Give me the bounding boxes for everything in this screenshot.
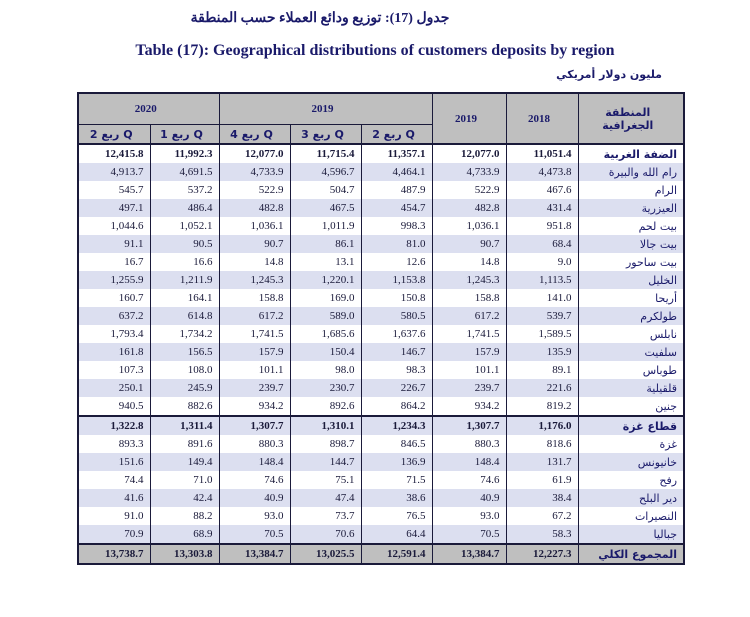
value-cell: 1,245.3 — [219, 271, 290, 289]
value-cell: 90.7 — [432, 235, 506, 253]
title-arabic: جدول (17): توزيع ودائع العملاء حسب المنطقة — [190, 11, 450, 26]
table-row — [78, 489, 684, 507]
value-cell: 614.8 — [150, 307, 219, 325]
region-cell: طولكرم — [578, 307, 684, 325]
value-cell: 98.3 — [361, 361, 432, 379]
value-cell: 161.8 — [78, 343, 150, 361]
value-cell: 4,733.9 — [432, 163, 506, 181]
value-cell: 40.9 — [432, 489, 506, 507]
value-cell: 250.1 — [78, 379, 150, 397]
value-cell: 70.6 — [290, 525, 361, 544]
value-cell: 148.4 — [219, 453, 290, 471]
header-2018: 2018 — [506, 93, 578, 144]
value-cell: 637.2 — [78, 307, 150, 325]
value-cell: 818.6 — [506, 435, 578, 453]
value-cell: 131.7 — [506, 453, 578, 471]
value-cell: 1,153.8 — [361, 271, 432, 289]
value-cell: 146.7 — [361, 343, 432, 361]
header-q1-2020: ربع 1 Q — [150, 125, 219, 145]
value-cell: 135.9 — [506, 343, 578, 361]
value-cell: 1,036.1 — [219, 217, 290, 235]
value-cell: 580.5 — [361, 307, 432, 325]
value-cell: 1,036.1 — [432, 217, 506, 235]
table-row — [78, 397, 684, 416]
value-cell: 12,077.0 — [219, 144, 290, 163]
value-cell: 61.9 — [506, 471, 578, 489]
value-cell: 1,245.3 — [432, 271, 506, 289]
table-row — [78, 507, 684, 525]
region-cell: الضفة الغربية — [578, 144, 684, 163]
value-cell: 545.7 — [78, 181, 150, 199]
region-cell: الرام — [578, 181, 684, 199]
value-cell: 1,234.3 — [361, 416, 432, 435]
table-row — [78, 525, 684, 544]
value-cell: 98.0 — [290, 361, 361, 379]
table-row — [78, 471, 684, 489]
value-cell: 11,357.1 — [361, 144, 432, 163]
region-cell: طوباس — [578, 361, 684, 379]
value-cell: 864.2 — [361, 397, 432, 416]
header-q2-2020: ربع 2 Q — [78, 125, 150, 145]
value-cell: 245.9 — [150, 379, 219, 397]
value-cell: 454.7 — [361, 199, 432, 217]
value-cell: 67.2 — [506, 507, 578, 525]
value-cell: 81.0 — [361, 235, 432, 253]
deposits-table — [77, 92, 685, 565]
value-cell: 14.8 — [432, 253, 506, 271]
region-cell: أريحا — [578, 289, 684, 307]
value-cell: 144.7 — [290, 453, 361, 471]
value-cell: 148.4 — [432, 453, 506, 471]
unit-label: مليون دولار أمريكي — [556, 68, 662, 81]
value-cell: 467.6 — [506, 181, 578, 199]
value-cell: 522.9 — [219, 181, 290, 199]
value-cell: 239.7 — [219, 379, 290, 397]
value-cell: 91.1 — [78, 235, 150, 253]
value-cell: 1,311.4 — [150, 416, 219, 435]
value-cell: 539.7 — [506, 307, 578, 325]
value-cell: 998.3 — [361, 217, 432, 235]
value-cell: 40.9 — [219, 489, 290, 507]
value-cell: 89.1 — [506, 361, 578, 379]
value-cell: 482.8 — [219, 199, 290, 217]
value-cell: 431.4 — [506, 199, 578, 217]
value-cell: 13,303.8 — [150, 544, 219, 564]
value-cell: 141.0 — [506, 289, 578, 307]
value-cell: 940.5 — [78, 397, 150, 416]
value-cell: 74.4 — [78, 471, 150, 489]
region-cell: جباليا — [578, 525, 684, 544]
value-cell: 58.3 — [506, 525, 578, 544]
header-2020: 2020 — [78, 93, 219, 125]
value-cell: 88.2 — [150, 507, 219, 525]
value-cell: 14.8 — [219, 253, 290, 271]
table-row — [78, 163, 684, 181]
value-cell: 819.2 — [506, 397, 578, 416]
value-cell: 158.8 — [219, 289, 290, 307]
region-cell: الخليل — [578, 271, 684, 289]
value-cell: 934.2 — [219, 397, 290, 416]
value-cell: 617.2 — [432, 307, 506, 325]
table-row — [78, 144, 684, 163]
region-cell: سلفيت — [578, 343, 684, 361]
table-row — [78, 235, 684, 253]
header-q2-2019: ربع 2 Q — [361, 125, 432, 145]
value-cell: 880.3 — [432, 435, 506, 453]
region-cell: رفح — [578, 471, 684, 489]
value-cell: 1,176.0 — [506, 416, 578, 435]
table-row — [78, 181, 684, 199]
value-cell: 1,793.4 — [78, 325, 150, 343]
value-cell: 76.5 — [361, 507, 432, 525]
value-cell: 101.1 — [219, 361, 290, 379]
region-cell: النصيرات — [578, 507, 684, 525]
value-cell: 504.7 — [290, 181, 361, 199]
value-cell: 74.6 — [432, 471, 506, 489]
value-cell: 16.7 — [78, 253, 150, 271]
value-cell: 71.0 — [150, 471, 219, 489]
value-cell: 12,591.4 — [361, 544, 432, 564]
value-cell: 1,741.5 — [432, 325, 506, 343]
value-cell: 12.6 — [361, 253, 432, 271]
value-cell: 4,596.7 — [290, 163, 361, 181]
value-cell: 70.5 — [219, 525, 290, 544]
value-cell: 41.6 — [78, 489, 150, 507]
value-cell: 1,011.9 — [290, 217, 361, 235]
table-row — [78, 361, 684, 379]
value-cell: 74.6 — [219, 471, 290, 489]
value-cell: 13,025.5 — [290, 544, 361, 564]
value-cell: 891.6 — [150, 435, 219, 453]
value-cell: 73.7 — [290, 507, 361, 525]
value-cell: 482.8 — [432, 199, 506, 217]
value-cell: 1,685.6 — [290, 325, 361, 343]
value-cell: 951.8 — [506, 217, 578, 235]
value-cell: 589.0 — [290, 307, 361, 325]
region-cell: رام الله والبيرة — [578, 163, 684, 181]
value-cell: 617.2 — [219, 307, 290, 325]
value-cell: 90.5 — [150, 235, 219, 253]
value-cell: 846.5 — [361, 435, 432, 453]
value-cell: 1,637.6 — [361, 325, 432, 343]
value-cell: 13,384.7 — [219, 544, 290, 564]
header-q4-2019: ربع 4 Q — [219, 125, 290, 145]
table-body — [78, 144, 684, 564]
table-row — [78, 307, 684, 325]
value-cell: 13,738.7 — [78, 544, 150, 564]
value-cell: 239.7 — [432, 379, 506, 397]
value-cell: 156.5 — [150, 343, 219, 361]
value-cell: 4,913.7 — [78, 163, 150, 181]
table-row — [78, 253, 684, 271]
value-cell: 71.5 — [361, 471, 432, 489]
value-cell: 12,415.8 — [78, 144, 150, 163]
region-cell: خانيونس — [578, 453, 684, 471]
value-cell: 486.4 — [150, 199, 219, 217]
value-cell: 487.9 — [361, 181, 432, 199]
table-row — [78, 379, 684, 397]
value-cell: 4,691.5 — [150, 163, 219, 181]
value-cell: 68.4 — [506, 235, 578, 253]
value-cell: 11,715.4 — [290, 144, 361, 163]
region-cell: المجموع الكلي — [578, 544, 684, 564]
value-cell: 136.9 — [361, 453, 432, 471]
region-cell: دير البلح — [578, 489, 684, 507]
value-cell: 149.4 — [150, 453, 219, 471]
region-cell: بيت لحم — [578, 217, 684, 235]
value-cell: 226.7 — [361, 379, 432, 397]
value-cell: 4,473.8 — [506, 163, 578, 181]
value-cell: 11,051.4 — [506, 144, 578, 163]
value-cell: 1,255.9 — [78, 271, 150, 289]
value-cell: 882.6 — [150, 397, 219, 416]
value-cell: 4,733.9 — [219, 163, 290, 181]
value-cell: 12,227.3 — [506, 544, 578, 564]
value-cell: 93.0 — [219, 507, 290, 525]
value-cell: 13,384.7 — [432, 544, 506, 564]
region-cell: بيت جالا — [578, 235, 684, 253]
value-cell: 9.0 — [506, 253, 578, 271]
value-cell: 70.9 — [78, 525, 150, 544]
value-cell: 4,464.1 — [361, 163, 432, 181]
value-cell: 537.2 — [150, 181, 219, 199]
table-row — [78, 217, 684, 235]
value-cell: 1,310.1 — [290, 416, 361, 435]
value-cell: 150.8 — [361, 289, 432, 307]
header-q3-2019: ربع 3 Q — [290, 125, 361, 145]
value-cell: 38.6 — [361, 489, 432, 507]
value-cell: 13.1 — [290, 253, 361, 271]
value-cell: 47.4 — [290, 489, 361, 507]
value-cell: 158.8 — [432, 289, 506, 307]
value-cell: 93.0 — [432, 507, 506, 525]
value-cell: 1,113.5 — [506, 271, 578, 289]
header-2019: 2019 — [432, 93, 506, 144]
value-cell: 90.7 — [219, 235, 290, 253]
region-cell: قلقيلية — [578, 379, 684, 397]
value-cell: 522.9 — [432, 181, 506, 199]
region-cell: نابلس — [578, 325, 684, 343]
value-cell: 150.4 — [290, 343, 361, 361]
value-cell: 86.1 — [290, 235, 361, 253]
region-cell: غزة — [578, 435, 684, 453]
value-cell: 160.7 — [78, 289, 150, 307]
value-cell: 1,741.5 — [219, 325, 290, 343]
value-cell: 169.0 — [290, 289, 361, 307]
value-cell: 934.2 — [432, 397, 506, 416]
table-row — [78, 544, 684, 564]
value-cell: 157.9 — [219, 343, 290, 361]
region-cell: بيت ساحور — [578, 253, 684, 271]
table-row — [78, 325, 684, 343]
value-cell: 892.6 — [290, 397, 361, 416]
value-cell: 68.9 — [150, 525, 219, 544]
table-row — [78, 199, 684, 217]
value-cell: 107.3 — [78, 361, 150, 379]
value-cell: 157.9 — [432, 343, 506, 361]
value-cell: 1,322.8 — [78, 416, 150, 435]
value-cell: 38.4 — [506, 489, 578, 507]
region-cell: جنين — [578, 397, 684, 416]
value-cell: 467.5 — [290, 199, 361, 217]
value-cell: 1,307.7 — [219, 416, 290, 435]
value-cell: 1,044.6 — [78, 217, 150, 235]
value-cell: 164.1 — [150, 289, 219, 307]
table-row — [78, 343, 684, 361]
value-cell: 497.1 — [78, 199, 150, 217]
table-row — [78, 289, 684, 307]
value-cell: 1,220.1 — [290, 271, 361, 289]
region-cell: العيزرية — [578, 199, 684, 217]
value-cell: 12,077.0 — [432, 144, 506, 163]
value-cell: 1,734.2 — [150, 325, 219, 343]
header-region: المنطقة الجغرافية — [578, 93, 684, 144]
value-cell: 221.6 — [506, 379, 578, 397]
value-cell: 91.0 — [78, 507, 150, 525]
value-cell: 1,307.7 — [432, 416, 506, 435]
table-row — [78, 271, 684, 289]
table-row — [78, 416, 684, 435]
value-cell: 101.1 — [432, 361, 506, 379]
value-cell: 880.3 — [219, 435, 290, 453]
value-cell: 1,211.9 — [150, 271, 219, 289]
value-cell: 75.1 — [290, 471, 361, 489]
value-cell: 893.3 — [78, 435, 150, 453]
value-cell: 1,589.5 — [506, 325, 578, 343]
value-cell: 11,992.3 — [150, 144, 219, 163]
value-cell: 108.0 — [150, 361, 219, 379]
value-cell: 64.4 — [361, 525, 432, 544]
header-2019-quarters: 2019 — [219, 93, 432, 125]
value-cell: 151.6 — [78, 453, 150, 471]
value-cell: 230.7 — [290, 379, 361, 397]
table-row — [78, 453, 684, 471]
value-cell: 1,052.1 — [150, 217, 219, 235]
title-english: Table (17): Geographical distributions of customers deposits by region — [135, 42, 615, 59]
value-cell: 16.6 — [150, 253, 219, 271]
region-cell: قطاع غزة — [578, 416, 684, 435]
value-cell: 898.7 — [290, 435, 361, 453]
value-cell: 70.5 — [432, 525, 506, 544]
value-cell: 42.4 — [150, 489, 219, 507]
table-row — [78, 435, 684, 453]
